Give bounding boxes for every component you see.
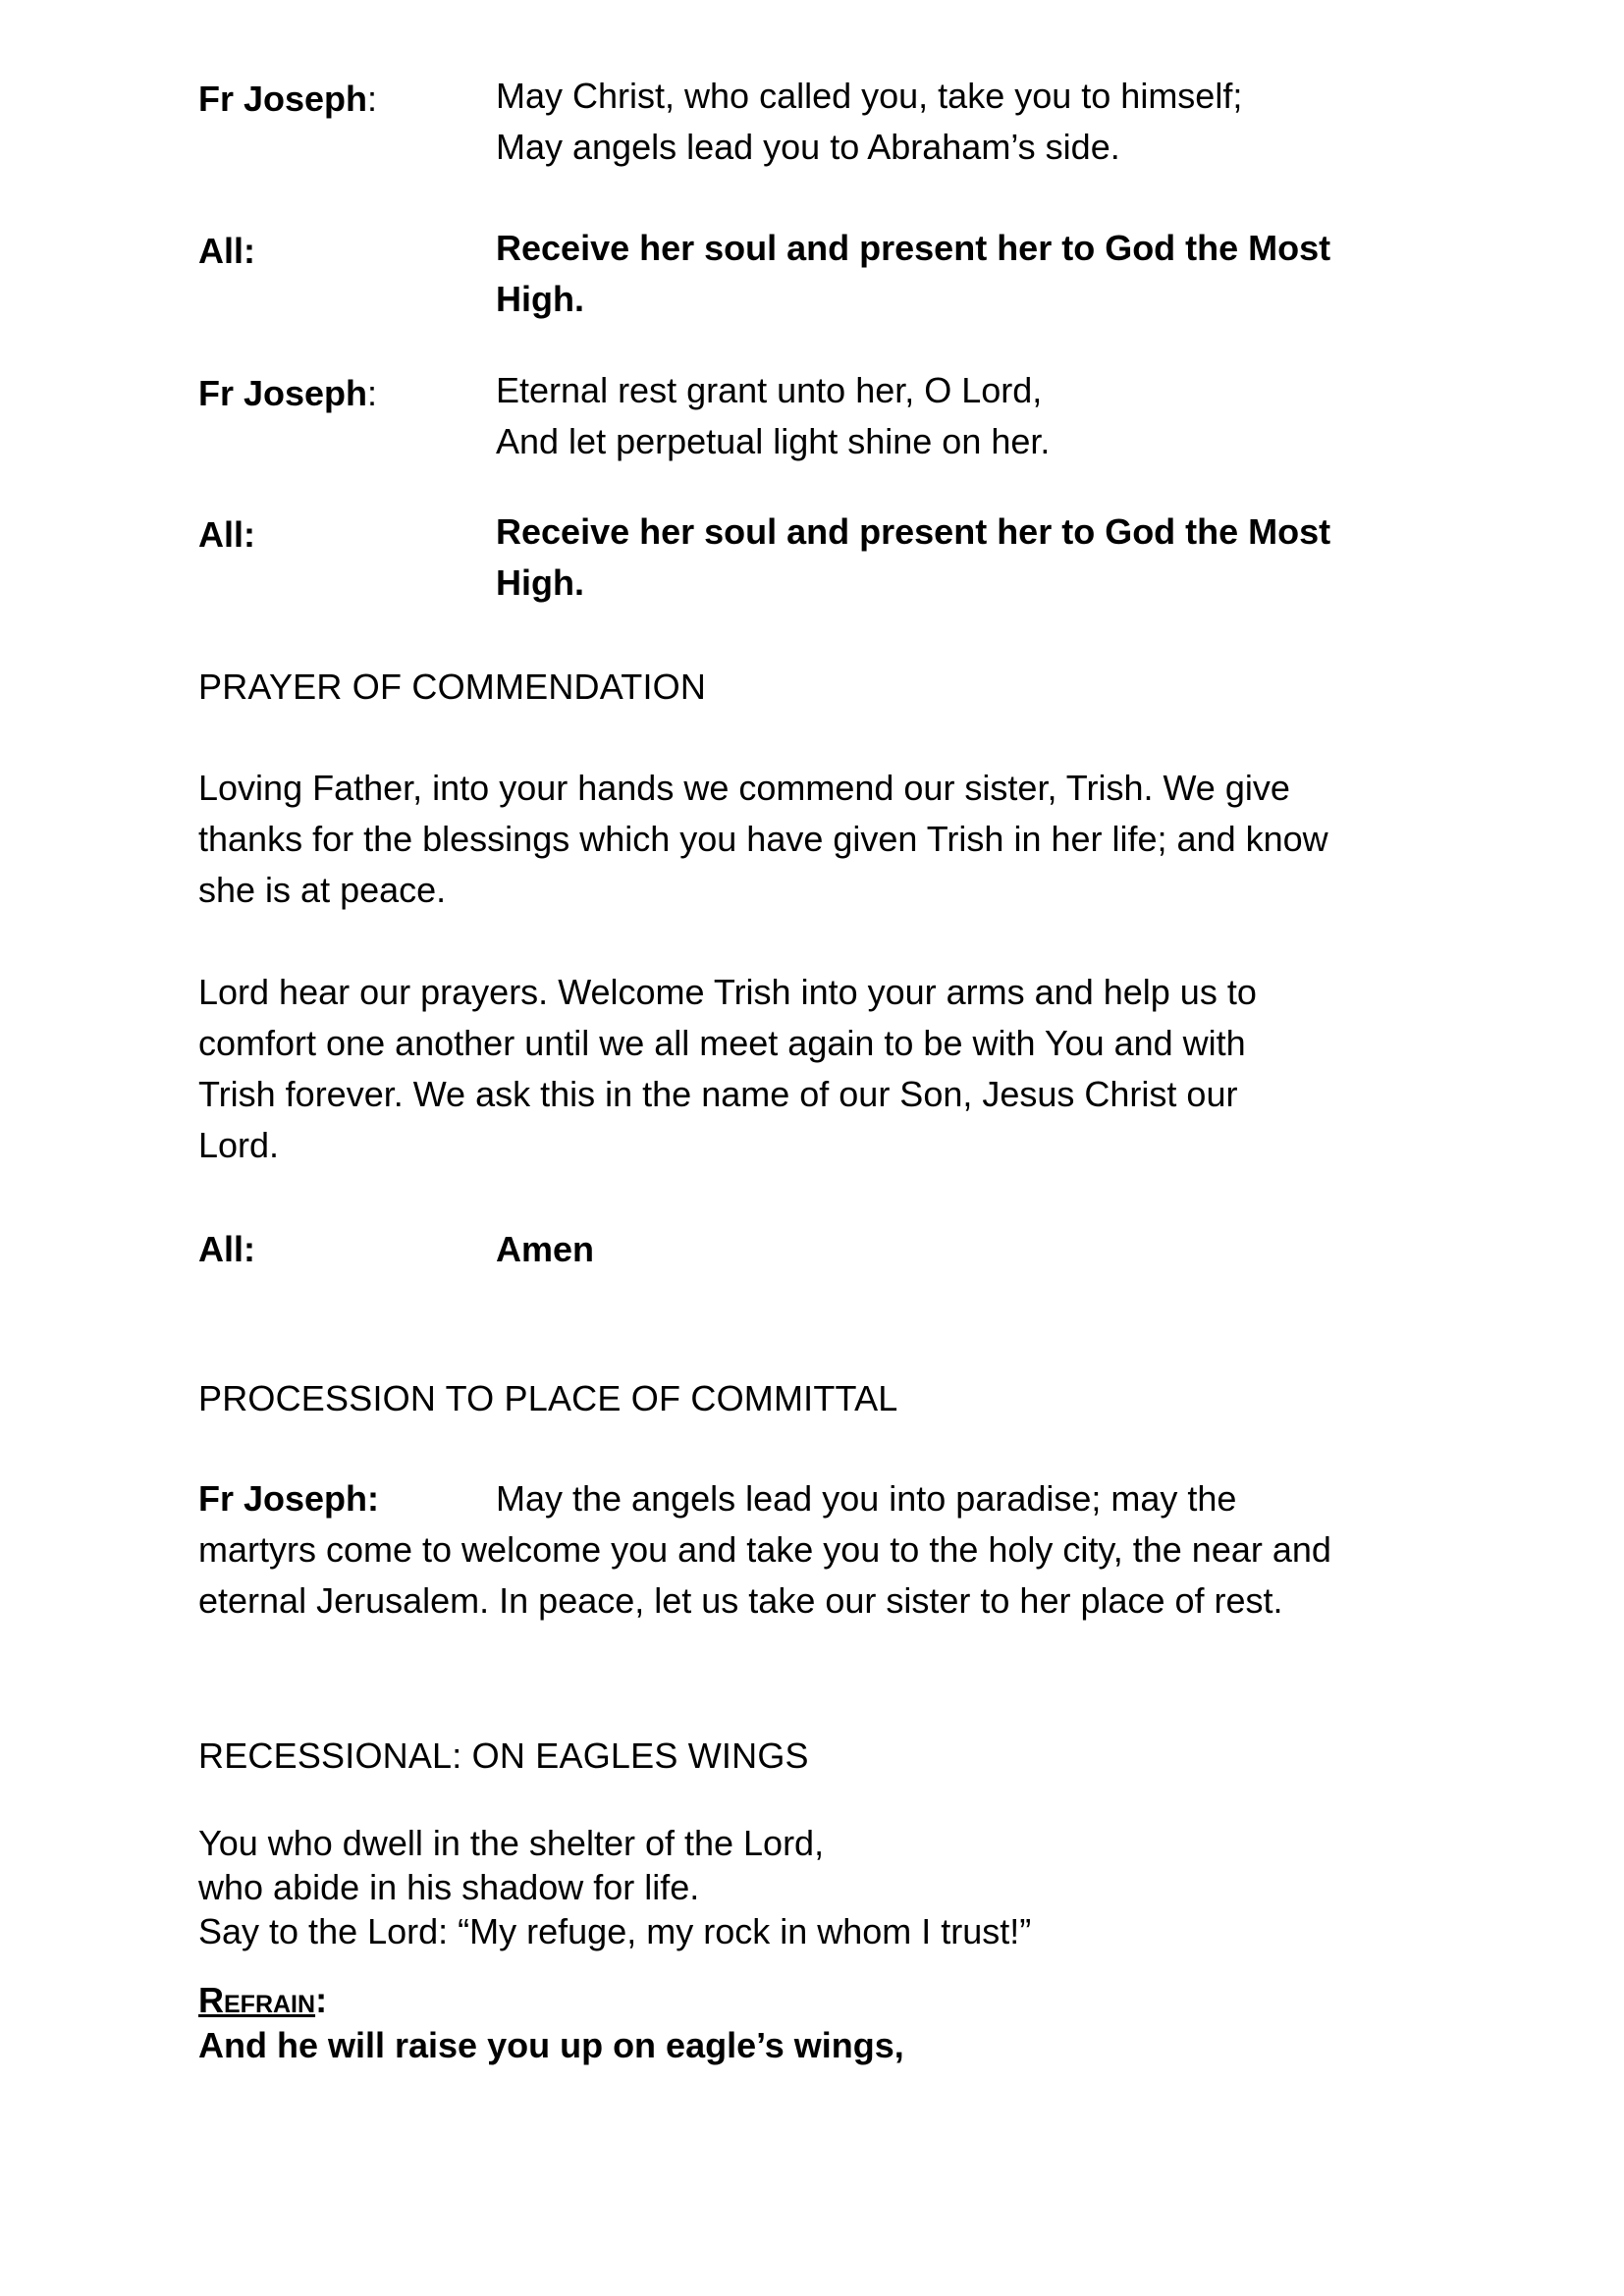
section-heading-recessional: RECESSIONAL: ON EAGLES WINGS bbox=[198, 1735, 809, 1776]
text-line: who abide in his shadow for life. bbox=[198, 1867, 700, 1907]
text-line: Receive her soul and present her to God the Most bbox=[496, 228, 1331, 268]
refrain-colon: : bbox=[315, 1980, 328, 2020]
speaker-colon: : bbox=[367, 373, 378, 413]
procession-paragraph bbox=[198, 1473, 1331, 1627]
text-line: Lord hear our prayers. Welcome Trish into your arms and help us to bbox=[198, 972, 1257, 1012]
text-line: You who dwell in the shelter of the Lord, bbox=[198, 1823, 825, 1863]
speaker-fr-joseph-2 bbox=[198, 373, 377, 414]
text-line: High. bbox=[496, 279, 584, 319]
refrain-label-line bbox=[198, 1980, 327, 2021]
text-line: Trish forever. We ask this in the name of our Son, Jesus Christ our bbox=[198, 1074, 1238, 1114]
text-line: May the angels lead you into paradise; may the bbox=[496, 1478, 1237, 1519]
speaker-all-2: All: bbox=[198, 514, 255, 555]
text-line: High. bbox=[496, 562, 584, 603]
text-line: she is at peace. bbox=[198, 870, 447, 910]
speaker-fr-joseph-1 bbox=[198, 79, 377, 120]
response-text-1 bbox=[496, 71, 1242, 173]
commendation-paragraph-1 bbox=[198, 763, 1328, 916]
response-text-3 bbox=[496, 365, 1050, 467]
text-line: May Christ, who called you, take you to himself; bbox=[496, 76, 1243, 116]
procession-first-line bbox=[198, 1473, 1331, 1524]
section-heading-commendation: PRAYER OF COMMENDATION bbox=[198, 667, 707, 707]
amen-response: Amen bbox=[496, 1229, 595, 1269]
text-line: Loving Father, into your hands we commend our sister, Trish. We give bbox=[198, 768, 1290, 808]
text-line: And let perpetual light shine on her. bbox=[496, 421, 1051, 461]
text-line: thanks for the blessings which you have given Trish in her life; and know bbox=[198, 819, 1328, 859]
text-line: Lord. bbox=[198, 1125, 280, 1165]
text-line: Eternal rest grant unto her, O Lord, bbox=[496, 370, 1043, 410]
text-line: martyrs come to welcome you and take you to the holy city, the near and bbox=[198, 1529, 1331, 1570]
section-heading-procession: PROCESSION TO PLACE OF COMMITTAL bbox=[198, 1378, 898, 1418]
refrain-line: And he will raise you up on eagle’s wings, bbox=[198, 2025, 904, 2065]
speaker-fr-joseph-3: Fr Joseph: bbox=[198, 1478, 380, 1519]
text-line: Say to the Lord: “My refuge, my rock in whom I trust!” bbox=[198, 1911, 1032, 1951]
response-text-4 bbox=[496, 507, 1330, 609]
text-line: eternal Jerusalem. In peace, let us take our sister to her place of rest. bbox=[198, 1580, 1283, 1621]
text-line: comfort one another until we all meet again to be with You and with bbox=[198, 1023, 1246, 1063]
commendation-paragraph-2 bbox=[198, 967, 1257, 1171]
recessional-verse bbox=[198, 1821, 1031, 1953]
text-line: May angels lead you to Abraham’s side. bbox=[496, 127, 1120, 167]
speaker-name: Fr Joseph bbox=[198, 373, 368, 413]
speaker-colon: : bbox=[367, 79, 378, 119]
response-text-2 bbox=[496, 223, 1330, 325]
speaker-name: Fr Joseph bbox=[198, 79, 368, 119]
speaker-all-1: All: bbox=[198, 231, 255, 271]
text-line: Receive her soul and present her to God the Most bbox=[496, 511, 1331, 552]
refrain-label: Refrain bbox=[198, 1980, 316, 2020]
speaker-all-amen: All: bbox=[198, 1229, 255, 1269]
